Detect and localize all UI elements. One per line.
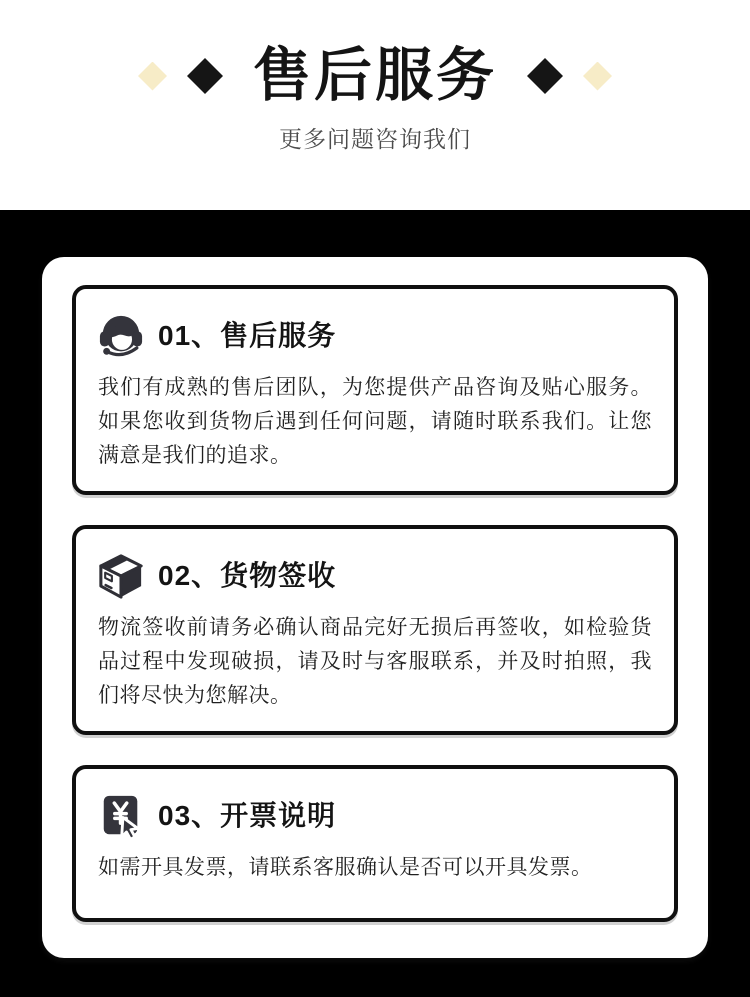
card-title: 01、售后服务 — [158, 320, 337, 351]
headset-icon — [98, 313, 144, 359]
card-body: 如需开具发票，请联系客服确认是否可以开具发票。 — [98, 856, 593, 879]
card-invoice-info — [72, 765, 678, 922]
service-panel — [42, 257, 708, 958]
card-header — [98, 793, 652, 839]
card-goods-receipt — [72, 525, 678, 735]
cream-diamond-icon — [138, 62, 167, 91]
card-header — [98, 313, 652, 359]
cream-diamond-icon — [583, 62, 612, 91]
card-body: 物流签收前请务必确认商品完好无损后再签收，如检验货品过程中发现破损，请及时与客服联系，并及时拍照，我们将尽快为您解决。 — [98, 616, 652, 707]
package-icon — [98, 553, 144, 599]
invoice-icon — [98, 793, 144, 839]
title-row — [138, 44, 612, 108]
page-subtitle: 更多问题咨询我们 — [279, 126, 471, 152]
black-diamond-icon — [187, 58, 223, 94]
content-section — [0, 210, 750, 997]
card-header — [98, 553, 652, 599]
black-diamond-icon — [527, 58, 563, 94]
card-body: 我们有成熟的售后团队，为您提供产品咨询及贴心服务。如果您收到货物后遇到任何问题，请随时联系我们。让您满意是我们的追求。 — [98, 376, 652, 467]
header-section — [0, 0, 750, 210]
card-title: 03、开票说明 — [158, 800, 337, 831]
card-title: 02、货物签收 — [158, 560, 337, 591]
page-title: 售后服务 — [252, 43, 497, 108]
card-after-sales — [72, 285, 678, 495]
